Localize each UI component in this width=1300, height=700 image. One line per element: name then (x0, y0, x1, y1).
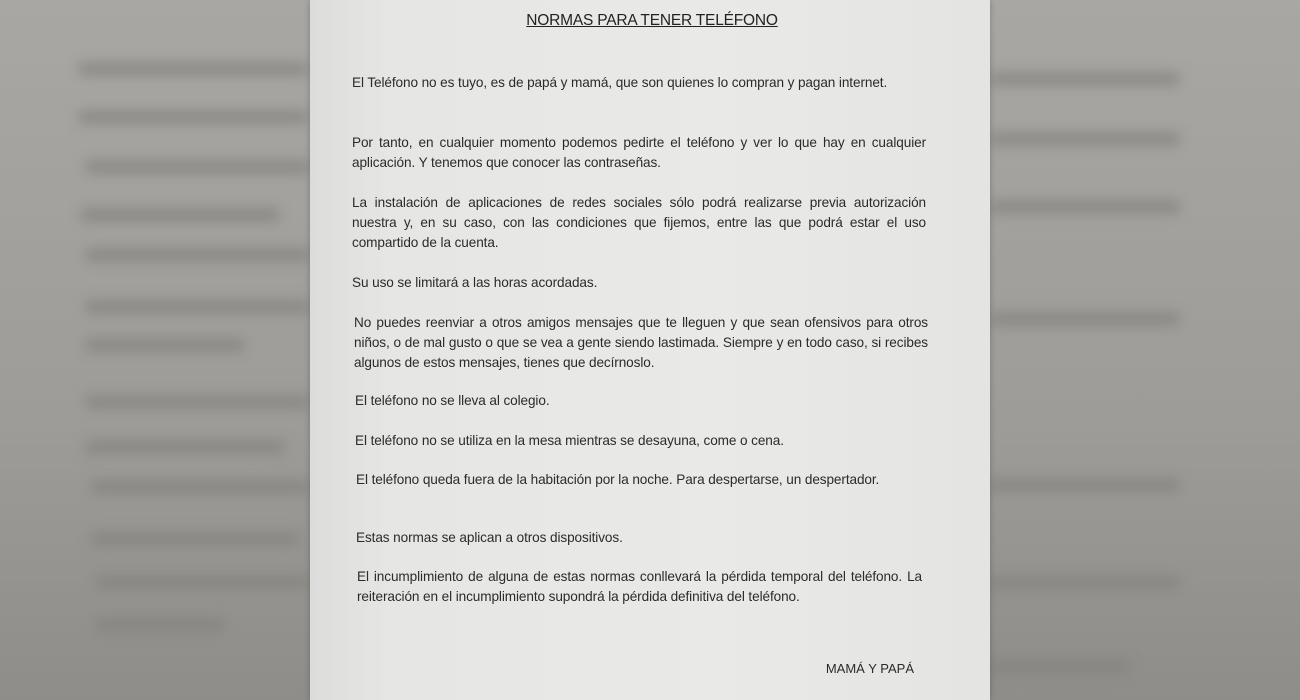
paragraph: Estas normas se aplican a otros dispositivos. (356, 530, 623, 545)
paragraph: Por tanto, en cualquier momento podemos pedirte el teléfono y ver lo que hay en cualquier aplicación. Y tenemos que conocer las contraseñas. (352, 135, 926, 170)
paragraph: Su uso se limitará a las horas acordadas. (352, 275, 598, 290)
paragraph: El teléfono no se lleva al colegio. (355, 393, 550, 408)
blurred-background-right (990, 0, 1300, 700)
document-title: NORMAS PARA TENER TELÉFONO (526, 12, 778, 29)
document-page (310, 0, 990, 700)
paragraph: El incumplimiento de alguna de estas normas conllevará la pérdida temporal del teléfono. La reiteración en el incumplimiento supondrá la pérdida definitiva del teléfono. (357, 569, 922, 604)
paragraph: El teléfono no se utiliza en la mesa mientras se desayuna, come o cena. (355, 433, 784, 448)
signature: MAMÁ Y PAPÁ (825, 661, 914, 676)
paragraph: La instalación de aplicaciones de redes sociales sólo podrá realizarse previa autorización nuestra y, en su caso, con las condiciones que fijemos, entre las que podrá estar el uso compartido de la cuenta. (352, 195, 926, 250)
paragraph: El Teléfono no es tuyo, es de papá y mamá, que son quienes lo compran y pagan internet. (352, 75, 888, 90)
paragraph: El teléfono queda fuera de la habitación por la noche. Para despertarse, un despertador. (356, 472, 880, 487)
blurred-background-left (0, 0, 310, 700)
paragraph: No puedes reenviar a otros amigos mensajes que te lleguen y que sean ofensivos para otros niños, o de mal gusto o que se vea a gente siendo lastimada. Siempre y en todo caso, si recibes algunos de estos mensajes, tienes que decírnoslo. (354, 315, 928, 370)
